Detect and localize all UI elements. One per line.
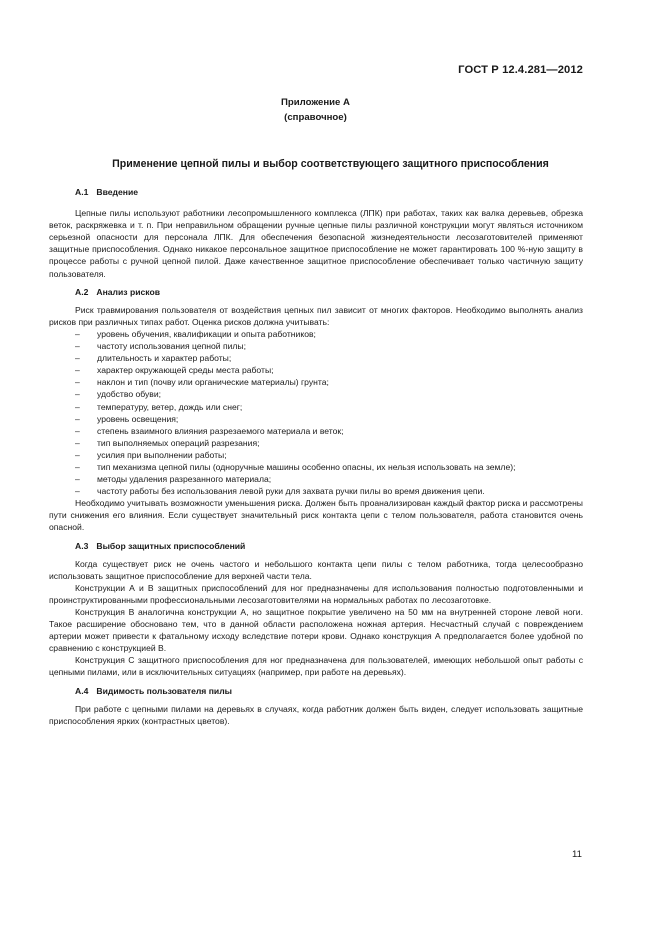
list-item: – удобство обуви; [75,388,583,400]
list-item: – тип механизма цепной пилы (одноручные машины особенно опасны, их нельзя использовать на земле); [75,461,583,473]
paragraph-risk-intro: Риск травмирования пользователя от воздействия цепных пил зависит от многих факторов. Необходимо выполнять анализ рисков при различных типах работ. Оценка рисков должна учитывать: [49,304,583,327]
document-code: ГОСТ Р 12.4.281—2012 [458,64,583,76]
list-item: – наклон и тип (почву или органические материалы) грунта; [75,376,583,388]
annex-heading [0,95,631,125]
list-item: – уровень освещения; [75,413,583,425]
list-item: – степень взаимного влияния разрезаемого материала и веток; [75,425,583,437]
risk-factor-list [75,328,583,497]
section-title: Видимость пользователя пилы [96,685,232,696]
paragraph-selection-4: Конструкция С защитного приспособления для ног предназначена для пользователей, имеющих небольшой опыт работы с цепными пилами, или в исключительных ситуациях (например, при работе на деревьях). [49,655,583,678]
annex-status: (справочное) [284,112,347,123]
section-title: Введение [96,187,139,197]
section-number: А.4 [75,685,89,696]
section-number: А.1 [75,187,89,197]
main-title: Применение цепной пилы и выбор соответствующего защитного приспособления [112,158,549,170]
annex-title: Приложение А [281,97,350,108]
section-heading-a4 [75,685,583,697]
paragraph-introduction: Цепные пилы используют работники лесопромышленного комплекса (ЛПК) при работах, таких как валка деревьев, обрезка веток, раскряжевка и т. п. При неправильном обращении ручные цепные пилы различной конструкции могут являться источником серьезной опасности для персонала ЛПК. Для обеспечения безопасной жизнедеятельности лесозаготовителей применяют защитные приспособления. Однако никакое персональное защитное приспособление не может гарантировать 100 %-ную защиту в процессе работы с ручной цепной пилой. Даже качественное защитное приспособление обеспечивает только частичную защиту пользователя. [49,208,583,279]
page-number: 11 [572,849,582,860]
section-heading-a2 [75,286,583,298]
list-item: – методы удаления разрезанного материала; [75,473,583,485]
section-number: А.3 [75,540,89,551]
list-item: – длительность и характер работы; [75,352,583,364]
paragraph-selection-3: Конструкция В аналогична конструкции А, но защитное покрытие увеличено на 50 мм на внутренней стороне левой ноги. Такое расширение обосновано тем, что в данной области расположена ножная артерия. Несчастный случай с повреждением артерии может привести к фатальному исходу вследствие потери крови. Однако конструкция А предполагается более удобной по сравнению с конструкцией В. [49,607,583,654]
paragraph-selection-1: Когда существует риск не очень частого и небольшого контакта цепи пилы с телом работника, тогда целесообразно использовать защитное приспособление для верхней части тела. [49,558,583,581]
list-item: – усилия при выполнении работы; [75,449,583,461]
list-item: – частоту работы без использования левой руки для захвата ручки пилы во время движения цепи. [75,485,583,497]
section-heading-a3 [75,540,583,552]
paragraph-visibility: При работе с цепными пилами на деревьях в случаях, когда работник должен быть виден, следует использовать защитные приспособления ярких (контрастных цветов). [49,703,583,726]
section-heading-a1 [75,186,583,198]
list-item: – частоту использования цепной пилы; [75,340,583,352]
list-item: – характер окружающей среды места работы; [75,364,583,376]
list-item: – температуру, ветер, дождь или снег; [75,401,583,413]
paragraph-risk-outro: Необходимо учитывать возможности уменьшения риска. Должен быть проанализирован каждый фактор риска и рассмотрены пути снижения его влияния. Если существует значительный риск контакта цепи с телом пользователя, работа становится очень опасной. [49,498,583,533]
list-item: – уровень обучения, квалификации и опыта работников; [75,328,583,340]
document-body [49,186,583,727]
section-number: А.2 [75,286,89,297]
list-item: – тип выполняемых операций разрезания; [75,437,583,449]
section-title: Анализ рисков [96,286,160,297]
section-title: Выбор защитных приспособлений [96,540,246,551]
paragraph-selection-2: Конструкции А и В защитных приспособлений для ног предназначены для использования полностью подготовленными и проинструктированными профессиональными лесозаготовителями на нормальных работах по лесозаготовке. [49,582,583,605]
